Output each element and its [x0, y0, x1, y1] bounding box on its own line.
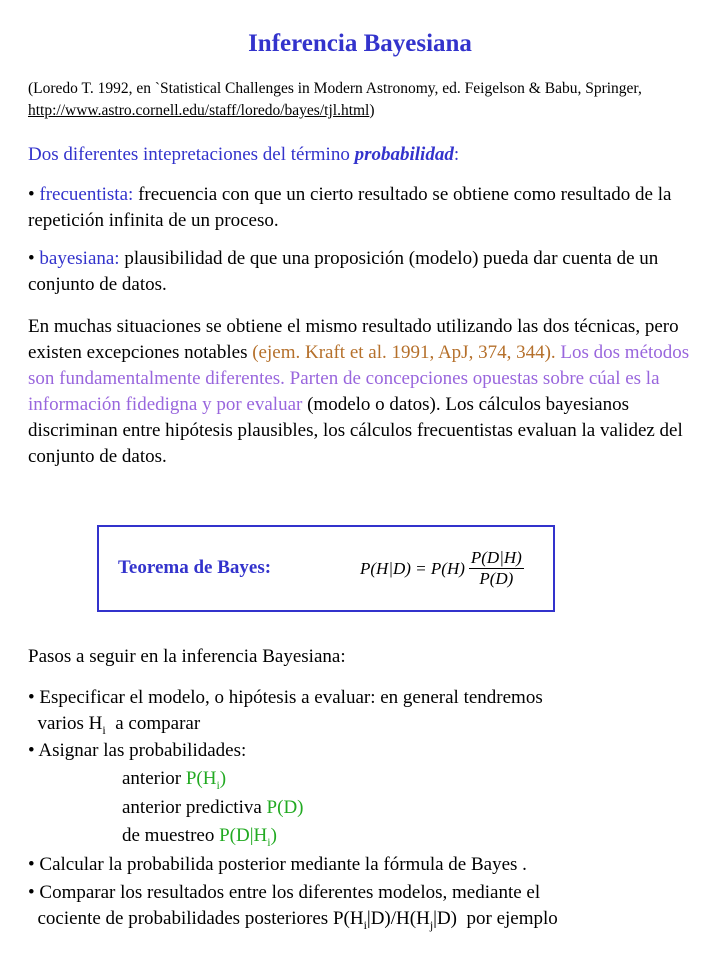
bullet: •	[28, 740, 35, 761]
intro-line	[28, 142, 700, 168]
formula-lhs: P(H|D) = P(H)	[360, 558, 465, 578]
bullet: •	[28, 184, 35, 205]
anterior-sub: i	[216, 777, 220, 792]
step-4-sub-j: j	[429, 917, 434, 932]
step-1-line1: Especificar el modelo, o hipótesis a evaluar: en general tendremos	[39, 687, 543, 708]
anterior-close: )	[219, 768, 227, 789]
step-4	[28, 880, 700, 938]
bayes-formula	[360, 548, 524, 589]
muestreo-label: de muestreo	[122, 825, 220, 846]
anterior-value: P(H	[185, 768, 217, 789]
step-2-text: Asignar las probabilidades:	[38, 740, 247, 761]
formula-denominator: P(D)	[479, 569, 514, 588]
bayesiana-text: plausibilidad de que una proposición (modelo) pueda dar cuenta de un conjunto de datos.	[28, 248, 659, 295]
reference-close: )	[369, 102, 375, 119]
step-4-line2: cociente de probabilidades posteriores P(H	[37, 908, 364, 929]
muestreo-value: P(D|H	[219, 825, 268, 846]
reference-text: (Loredo T. 1992, en `Statistical Challenges in Modern Astronomy, ed. Feigelson & Babu, Springer,	[28, 80, 642, 97]
step-3-text: Calcular la probabilida posterior mediante la fórmula de Bayes .	[39, 854, 527, 875]
frecuentista-text: frecuencia con que un cierto resultado se obtiene como resultado de la repetición infinita de un proceso.	[28, 184, 672, 231]
step-4-mid: |D)/H(H	[366, 908, 430, 929]
main-paragraph	[28, 314, 700, 470]
paragraph-example: (ejem. Kraft et al. 1991, ApJ, 374, 344).	[252, 342, 556, 363]
bullet: •	[28, 687, 35, 708]
intro-lead: Dos diferentes intepretaciones del término	[28, 144, 355, 165]
step-3	[28, 852, 700, 878]
step-1-line2: varios H	[37, 713, 103, 734]
prob-muestreo	[122, 823, 277, 855]
bullet: •	[28, 854, 35, 875]
step-4-line1: Comparar los resultados entre los diferentes modelos, mediante el	[39, 882, 541, 903]
frecuentista-item	[28, 182, 700, 234]
anterior-label: anterior	[122, 768, 186, 789]
step-1	[28, 685, 700, 743]
step-4-end: |D) por ejemplo	[433, 908, 558, 929]
formula-fraction	[469, 548, 524, 589]
muestreo-sub: i	[267, 834, 271, 849]
step-2	[28, 738, 700, 764]
prob-predictiva	[122, 795, 304, 821]
muestreo-close: )	[270, 825, 277, 846]
paragraph-part2: (modelo o datos). Los cálculos bayesianos discriminan entre hipótesis plausibles, los cálculos frecuentistas evaluan la validez del conjunto de datos.	[28, 394, 683, 467]
frecuentista-label: frecuentista:	[39, 184, 134, 205]
prob-anterior	[122, 766, 226, 798]
step-4-sub-i: i	[363, 917, 367, 932]
page-title: Inferencia Bayesiana	[248, 30, 472, 57]
step-1-sub: i	[102, 722, 106, 737]
paragraph-part1: En muchas situaciones se obtiene el mismo resultado utilizando las dos técnicas, pero existen excepciones notables	[28, 316, 679, 363]
intro-term: probabilidad	[354, 144, 454, 165]
predictiva-value: P(D)	[266, 797, 304, 818]
formula-numerator: P(D|H)	[470, 548, 522, 567]
theorem-label: Teorema de Bayes:	[118, 557, 272, 578]
steps-heading: Pasos a seguir en la inferencia Bayesiana:	[28, 646, 346, 667]
intro-colon: :	[453, 144, 460, 165]
bayesiana-item	[28, 246, 700, 298]
bayesiana-label: bayesiana:	[39, 248, 120, 269]
predictiva-label: anterior predictiva	[122, 797, 267, 818]
reference-link[interactable]: http://www.astro.cornell.edu/staff/loredo/bayes/tjl.html	[28, 102, 370, 119]
bullet: •	[28, 248, 35, 269]
step-1-line2b: a comparar	[105, 713, 201, 734]
paragraph-purple: Los dos métodos son fundamentalmente diferentes. Parten de concepciones opuestas sobre cúal es la información fidedigna y por evaluar	[28, 342, 690, 415]
reference-citation	[28, 78, 708, 122]
bullet: •	[28, 882, 35, 903]
